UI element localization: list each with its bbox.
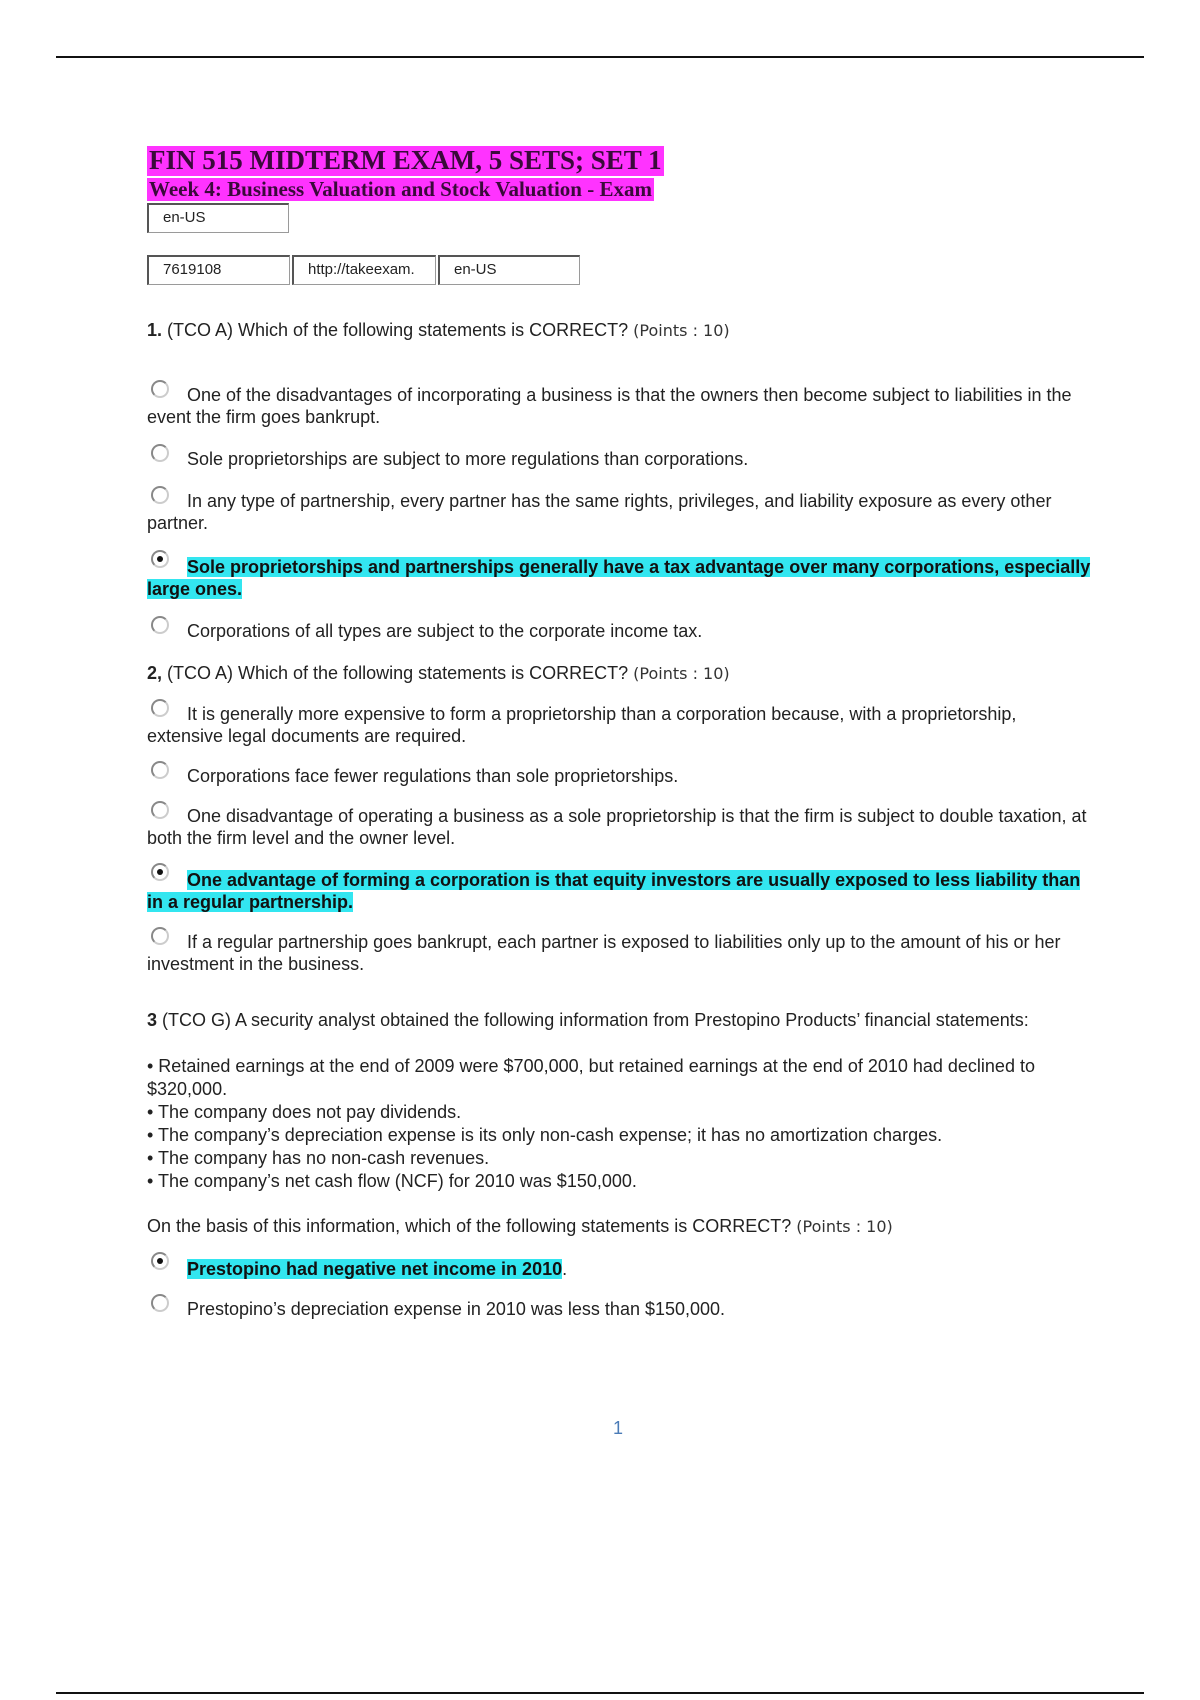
list-item: • The company has no non-cash revenues.	[147, 1147, 490, 1168]
option-text: Corporations face fewer regulations than sole proprietorships.	[187, 765, 679, 786]
radio-button[interactable]	[151, 486, 169, 504]
exam-id-field[interactable]: 7619108	[147, 255, 290, 285]
bottom-rule	[56, 1692, 1144, 1694]
option-text: In any type of partnership, every partner has the same rights, privileges, and liability exposure as every other partner.	[147, 490, 1052, 533]
option-text-highlighted: Prestopino had negative net income in 2010	[187, 1258, 563, 1279]
radio-button[interactable]	[151, 761, 169, 779]
q2-option-3[interactable]	[147, 801, 1097, 849]
q1-option-1[interactable]	[147, 380, 1097, 428]
question-text: On the basis of this information, which of the following statements is CORRECT?	[147, 1215, 792, 1236]
url-field[interactable]: http://takeexam.	[292, 255, 436, 285]
radio-button[interactable]	[151, 616, 169, 634]
radio-button-selected[interactable]	[151, 863, 169, 881]
radio-button[interactable]	[151, 444, 169, 462]
language-field-2[interactable]: en-US	[438, 255, 580, 285]
exam-subtitle: Week 4: Business Valuation and Stock Valuation - Exam	[149, 176, 652, 201]
q1-option-3[interactable]	[147, 486, 1097, 534]
radio-button-selected[interactable]	[151, 1252, 169, 1270]
option-text: One disadvantage of operating a business as a sole proprietorship is that the firm is subject to double taxation, at both the firm level and the owner level.	[147, 805, 1087, 848]
q3-option-2[interactable]	[147, 1294, 1097, 1320]
option-text: Corporations of all types are subject to the corporate income tax.	[187, 620, 703, 641]
radio-button[interactable]	[151, 1294, 169, 1312]
list-item: • The company’s depreciation expense is its only non-cash expense; it has no amortization charges.	[147, 1124, 943, 1145]
q3-option-1-selected[interactable]	[147, 1252, 1097, 1280]
radio-button[interactable]	[151, 927, 169, 945]
option-text-highlighted: Sole proprietorships and partnerships generally have a tax advantage over many corporations, especially large ones.	[147, 556, 1091, 599]
option-text: It is generally more expensive to form a proprietorship than a corporation because, with a proprietorship, extensive legal documents are required.	[147, 703, 1017, 746]
question-2	[147, 662, 1097, 685]
language-field[interactable]: en-US	[147, 203, 289, 233]
list-item: • The company’s net cash flow (NCF) for 2010 was $150,000.	[147, 1170, 637, 1191]
q2-option-4-selected[interactable]	[147, 863, 1097, 913]
question-text: (TCO G) A security analyst obtained the following information from Prestopino Products’ financial statements:	[157, 1009, 1029, 1030]
q2-option-2[interactable]	[147, 761, 1097, 787]
q3-question	[147, 1215, 1097, 1238]
question-points: (Points : 10)	[633, 663, 730, 683]
radio-button[interactable]	[151, 801, 169, 819]
option-text: Sole proprietorships are subject to more regulations than corporations.	[187, 448, 749, 469]
q2-option-5[interactable]	[147, 927, 1097, 975]
list-item: • Retained earnings at the end of 2009 were $700,000, but retained earnings at the end of 2010 had declined to $320,000.	[147, 1055, 1035, 1099]
question-1	[147, 319, 1097, 342]
question-number: 1.	[147, 319, 163, 340]
option-text-period: .	[562, 1258, 568, 1279]
radio-button[interactable]	[151, 699, 169, 717]
q1-option-4-selected[interactable]	[147, 550, 1097, 600]
q1-option-2[interactable]	[147, 444, 1097, 470]
option-text-highlighted: One advantage of forming a corporation is that equity investors are usually exposed to less liability than in a regular partnership.	[147, 869, 1081, 912]
question-points: (Points : 10)	[633, 320, 730, 340]
radio-button[interactable]	[151, 380, 169, 398]
option-text: Prestopino’s depreciation expense in 2010 was less than $150,000.	[187, 1298, 726, 1319]
page-number: 1	[612, 1418, 623, 1438]
question-text: (TCO A) Which of the following statements is CORRECT?	[162, 319, 629, 340]
list-item: • The company does not pay dividends.	[147, 1101, 462, 1122]
question-3	[147, 1009, 1097, 1031]
top-rule	[56, 56, 1144, 58]
q1-option-5[interactable]	[147, 616, 1097, 642]
question-number: 3	[147, 1009, 158, 1030]
radio-button-selected[interactable]	[151, 550, 169, 568]
q2-option-1[interactable]	[147, 699, 1097, 747]
question-number: 2,	[147, 662, 163, 683]
field-row-1	[147, 203, 1097, 233]
question-text: (TCO A) Which of the following statements is CORRECT?	[162, 662, 629, 683]
exam-content	[147, 146, 1097, 1320]
question-points: (Points : 10)	[796, 1216, 893, 1236]
q3-facts-list	[147, 1055, 1097, 1193]
field-row-2	[147, 255, 1097, 285]
option-text: If a regular partnership goes bankrupt, each partner is exposed to liabilities only up to the amount of his or her investment in the business.	[147, 931, 1061, 974]
option-text: One of the disadvantages of incorporating a business is that the owners then become subject to liabilities in the event the firm goes bankrupt.	[147, 384, 1072, 427]
exam-title: FIN 515 MIDTERM EXAM, 5 SETS; SET 1	[149, 145, 662, 175]
